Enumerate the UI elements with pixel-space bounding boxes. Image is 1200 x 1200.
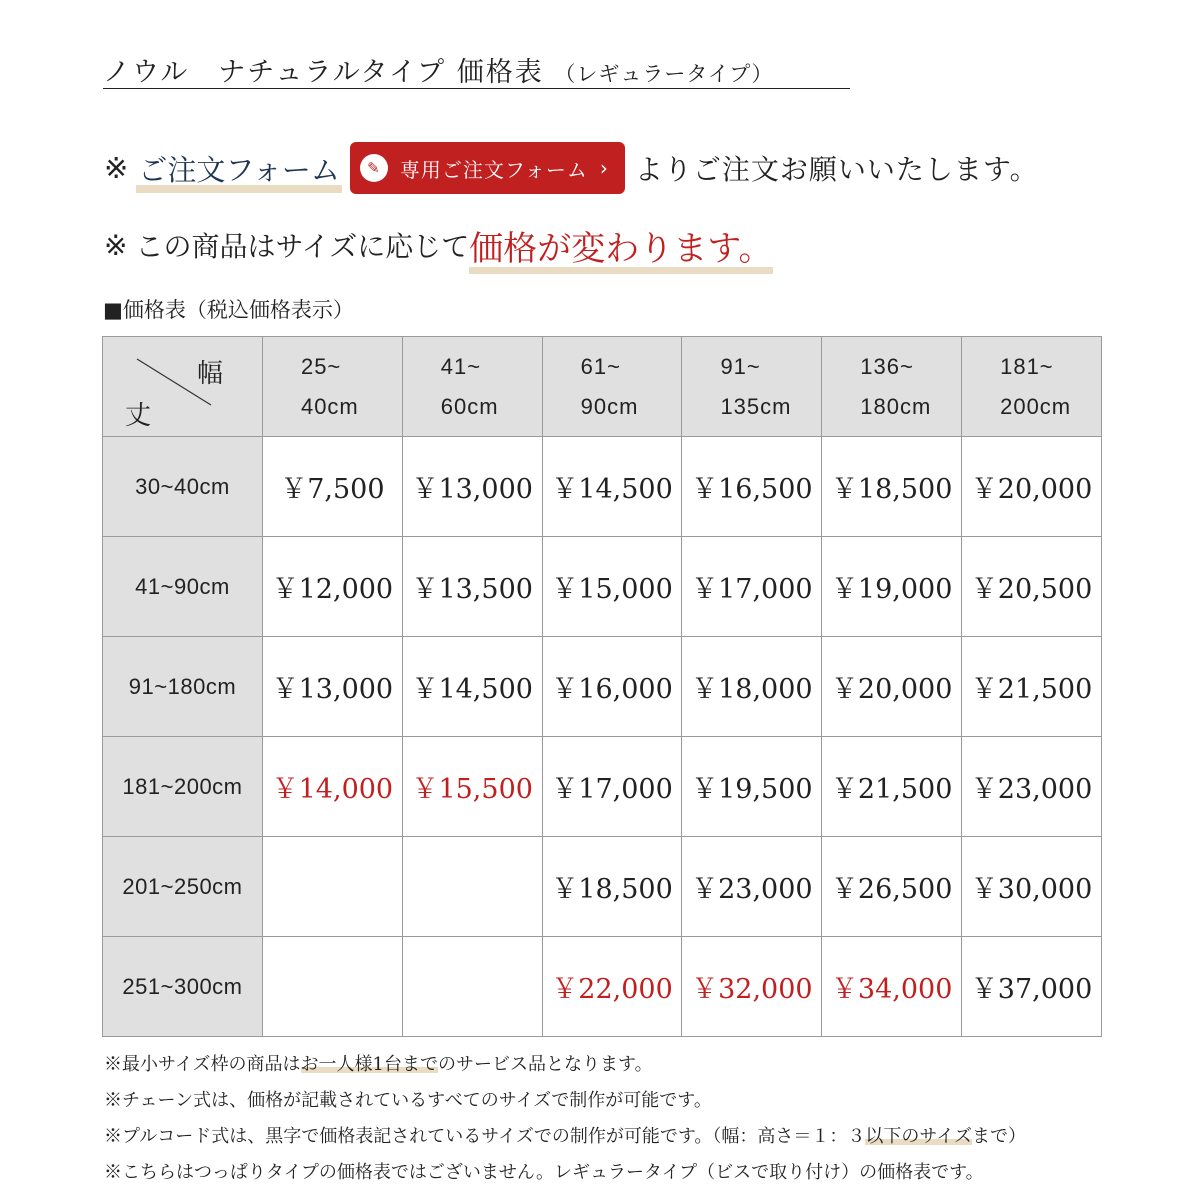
price-cell: ￥14,500 xyxy=(402,637,542,737)
note-mark: ※ xyxy=(104,151,129,185)
row-header: 201~250cm xyxy=(103,837,263,937)
footnote: ※チェーン式は、価格が記載されているすべてのサイズで制作が可能です。 xyxy=(104,1090,712,1111)
price-cell: ￥14,000 xyxy=(262,737,402,837)
order-form-button-label: 専用ご注文フォーム xyxy=(399,157,588,182)
price-cell: ￥20,500 xyxy=(962,537,1102,637)
price-cell: ￥18,500 xyxy=(542,837,682,937)
price-cell: ￥13,500 xyxy=(402,537,542,637)
table-row xyxy=(103,437,1102,537)
price-cell: ￥16,500 xyxy=(682,437,822,537)
price-cell xyxy=(262,837,402,937)
price-notice-text: この商品はサイズに応じて xyxy=(135,230,470,263)
row-header: 181~200cm xyxy=(103,737,263,837)
price-cell xyxy=(402,837,542,937)
table-row xyxy=(103,537,1102,637)
order-instruction xyxy=(104,140,1194,196)
price-cell: ￥19,500 xyxy=(682,737,822,837)
order-instruction-text: よりご注文お願いいたします。 xyxy=(634,153,1039,186)
price-cell: ￥14,500 xyxy=(542,437,682,537)
row-header: 30~40cm xyxy=(103,437,263,537)
column-header: 136~ 180cm xyxy=(822,337,962,437)
price-cell: ￥19,000 xyxy=(822,537,962,637)
table-header-row xyxy=(103,337,1102,437)
price-cell: ￥12,000 xyxy=(262,537,402,637)
price-notice-highlight: 価格が変わります。 xyxy=(469,221,772,270)
chevron-right-icon: › xyxy=(599,156,609,180)
note-mark: ※ xyxy=(104,228,128,262)
price-cell: ￥37,000 xyxy=(962,937,1102,1037)
title-main: ノウル ナチュラルタイプ 価格表 xyxy=(103,57,544,88)
row-header: 251~300cm xyxy=(103,937,263,1037)
price-cell: ￥23,000 xyxy=(962,737,1102,837)
price-cell: ￥30,000 xyxy=(962,837,1102,937)
price-cell: ￥34,000 xyxy=(822,937,962,1037)
table-row xyxy=(103,637,1102,737)
price-cell: ￥20,000 xyxy=(822,637,962,737)
table-corner xyxy=(103,337,263,437)
column-header: 41~ 60cm xyxy=(402,337,542,437)
footnote: ※こちらはつっぱりタイプの価格表ではございません。レギュラータイプ（ビスで取り付け）の価格表です。 xyxy=(104,1162,984,1183)
price-cell: ￥21,500 xyxy=(822,737,962,837)
table-row xyxy=(103,737,1102,837)
column-header: 61~ 90cm xyxy=(542,337,682,437)
price-cell: ￥32,000 xyxy=(682,937,822,1037)
price-cell: ￥7,500 xyxy=(262,437,402,537)
order-form-icon: ✎ xyxy=(360,154,388,182)
price-cell: ￥15,000 xyxy=(542,537,682,637)
price-cell: ￥20,000 xyxy=(962,437,1102,537)
price-cell xyxy=(402,937,542,1037)
price-cell: ￥23,000 xyxy=(682,837,822,937)
price-cell: ￥21,500 xyxy=(962,637,1102,737)
price-cell: ￥18,000 xyxy=(682,637,822,737)
price-cell: ￥15,500 xyxy=(402,737,542,837)
price-table xyxy=(102,336,1102,1037)
order-form-label: ご注文フォーム xyxy=(136,148,342,189)
price-cell: ￥13,000 xyxy=(262,637,402,737)
price-cell: ￥13,000 xyxy=(402,437,542,537)
price-cell: ￥17,000 xyxy=(542,737,682,837)
price-cell: ￥26,500 xyxy=(822,837,962,937)
column-header: 181~ 200cm xyxy=(962,337,1102,437)
corner-height-label: 丈 xyxy=(125,401,152,431)
price-cell: ￥17,000 xyxy=(682,537,822,637)
price-notice xyxy=(104,220,1194,270)
footnote: ※プルコード式は、黒字で価格表記されているサイズでの制作が可能です。（幅：高さ＝１：３以下のサイズまで） xyxy=(104,1126,1026,1147)
row-header: 41~90cm xyxy=(103,537,263,637)
corner-width-label: 幅 xyxy=(197,359,224,389)
title-sub: （レギュラータイプ） xyxy=(554,62,774,86)
price-cell xyxy=(262,937,402,1037)
price-cell: ￥22,000 xyxy=(542,937,682,1037)
table-row xyxy=(103,937,1102,1037)
footnotes xyxy=(104,1050,1026,1194)
row-header: 91~180cm xyxy=(103,637,263,737)
price-cell: ￥18,500 xyxy=(822,437,962,537)
column-header: 25~ 40cm xyxy=(262,337,402,437)
column-header: 91~ 135cm xyxy=(682,337,822,437)
table-row xyxy=(103,837,1102,937)
table-label: ■価格表（税込価格表示） xyxy=(103,298,354,322)
page-title xyxy=(103,50,850,89)
price-cell: ￥16,000 xyxy=(542,637,682,737)
order-form-button[interactable] xyxy=(350,142,625,194)
footnote: ※最小サイズ枠の商品はお一人様1台までのサービス品となります。 xyxy=(104,1054,653,1075)
